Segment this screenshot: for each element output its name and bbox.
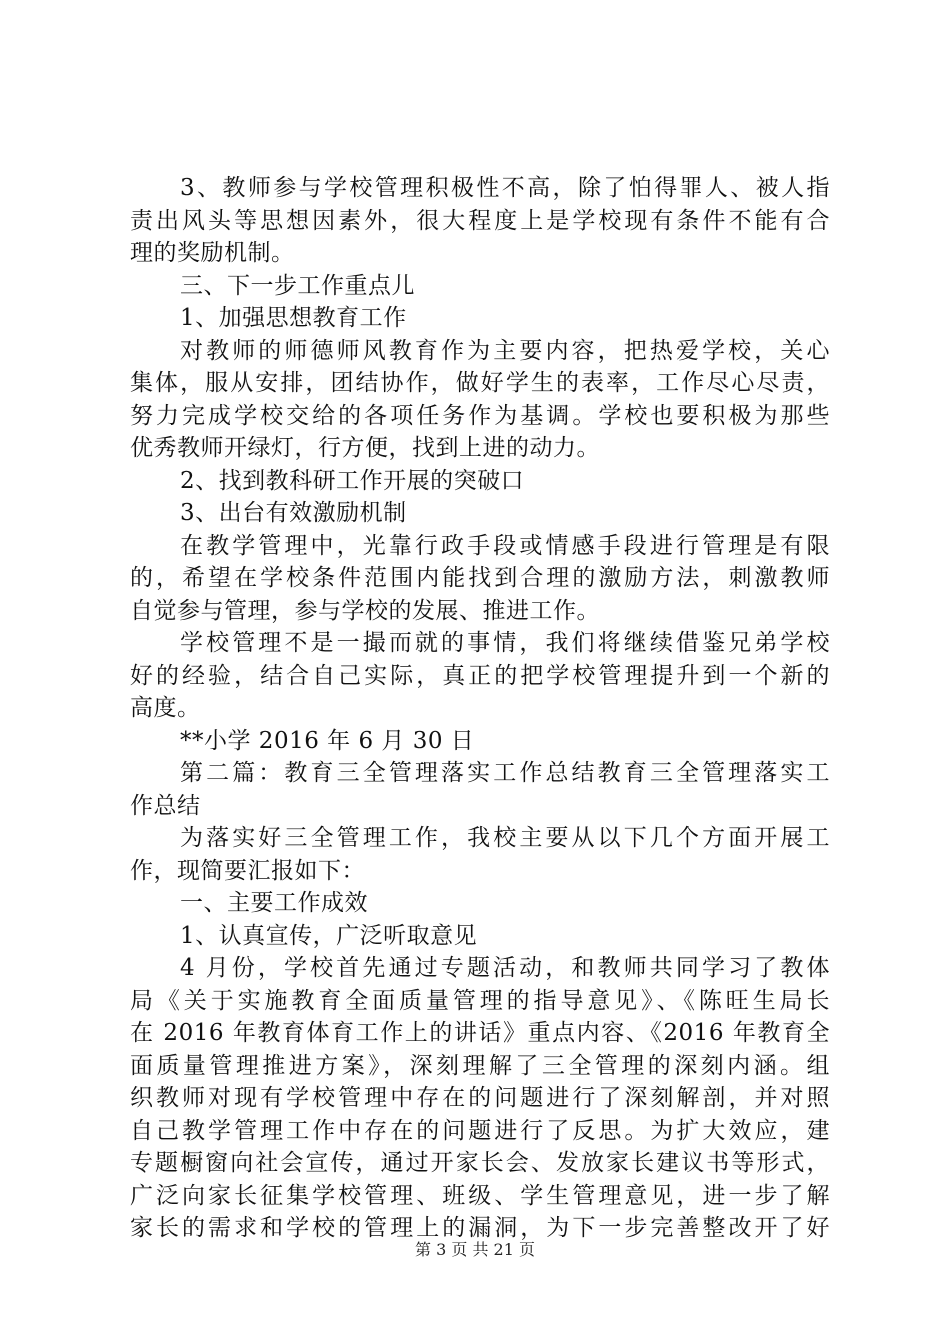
text-line: 第二篇：教育三全管理落实工作总结教育三全管理落实工 xyxy=(180,760,830,786)
text-line: 自己教学管理工作中存在的问题进行了反思。为扩大效应，建 xyxy=(130,1117,830,1144)
text-line: 在教学管理中，光靠行政手段或情感手段进行管理是有限 xyxy=(180,532,830,559)
text-line: 2、找到教科研工作开展的突破口 xyxy=(180,467,525,494)
text-line: 3、出台有效激励机制 xyxy=(180,500,407,526)
text-line: 作总结 xyxy=(130,792,201,819)
page-footer: 第 3 页 共 21 页 xyxy=(415,1240,535,1259)
text-line: 三、下一步工作重点儿 xyxy=(180,272,415,299)
text-line: 3、教师参与学校管理积极性不高，除了怕得罪人、被人指 xyxy=(180,175,830,201)
text-line: 面质量管理推进方案》，深刻理解了三全管理的深刻内涵。组 xyxy=(130,1052,830,1079)
text-line: 优秀教师开绿灯，行方便，找到上进的动力。 xyxy=(130,435,600,461)
text-line: 高度。 xyxy=(130,695,201,721)
text-line: 专题橱窗向社会宣传，通过开家长会、发放家长建议书等形式， xyxy=(130,1150,830,1176)
text-line: 4 月份，学校首先通过专题活动，和教师共同学习了教体 xyxy=(180,955,830,981)
text-line: 1、加强思想教育工作 xyxy=(180,305,407,331)
text-line: 的，希望在学校条件范围内能找到合理的激励方法，刺激教师 xyxy=(130,565,830,591)
text-line: 对教师的师德师风教育作为主要内容，把热爱学校，关心 xyxy=(180,337,830,364)
text-line: 局《关于实施教育全面质量管理的指导意见》、《陈旺生局长 xyxy=(130,987,830,1014)
text-line: 广泛向家长征集学校管理、班级、学生管理意见，进一步了解 xyxy=(130,1182,830,1209)
text-line: 好的经验，结合自己实际，真正的把学校管理提升到一个新的 xyxy=(130,662,830,689)
text-line: 为落实好三全管理工作，我校主要从以下几个方面开展工 xyxy=(180,825,830,851)
text-line: 作，现简要汇报如下： xyxy=(130,857,365,884)
text-line: 1、认真宣传，广泛听取意见 xyxy=(180,922,478,949)
text-line: 自觉参与管理，参与学校的发展、推进工作。 xyxy=(130,597,600,624)
text-line: 一、主要工作成效 xyxy=(180,890,368,916)
text-line: 家长的需求和学校的管理上的漏洞，为下一步完善整改开了好 xyxy=(130,1215,830,1241)
text-line: 学校管理不是一撮而就的事情，我们将继续借鉴兄弟学校 xyxy=(180,630,830,656)
text-line: 努力完成学校交给的各项任务作为基调。学校也要积极为那些 xyxy=(130,402,830,429)
text-line: **小学 2016 年 6 月 30 日 xyxy=(180,727,475,754)
text-line: 集体，服从安排，团结协作，做好学生的表率，工作尽心尽责， xyxy=(130,370,830,396)
document-body xyxy=(130,172,830,1245)
text-line: 理的奖励机制。 xyxy=(130,240,295,266)
text-line: 在 2016 年教育体育工作上的讲话》重点内容、《2016 年教育全 xyxy=(130,1020,830,1046)
text-line: 织教师对现有学校管理中存在的问题进行了深刻解剖，并对照 xyxy=(130,1085,830,1111)
text-line: 责出风头等思想因素外，很大程度上是学校现有条件不能有合 xyxy=(130,207,830,234)
